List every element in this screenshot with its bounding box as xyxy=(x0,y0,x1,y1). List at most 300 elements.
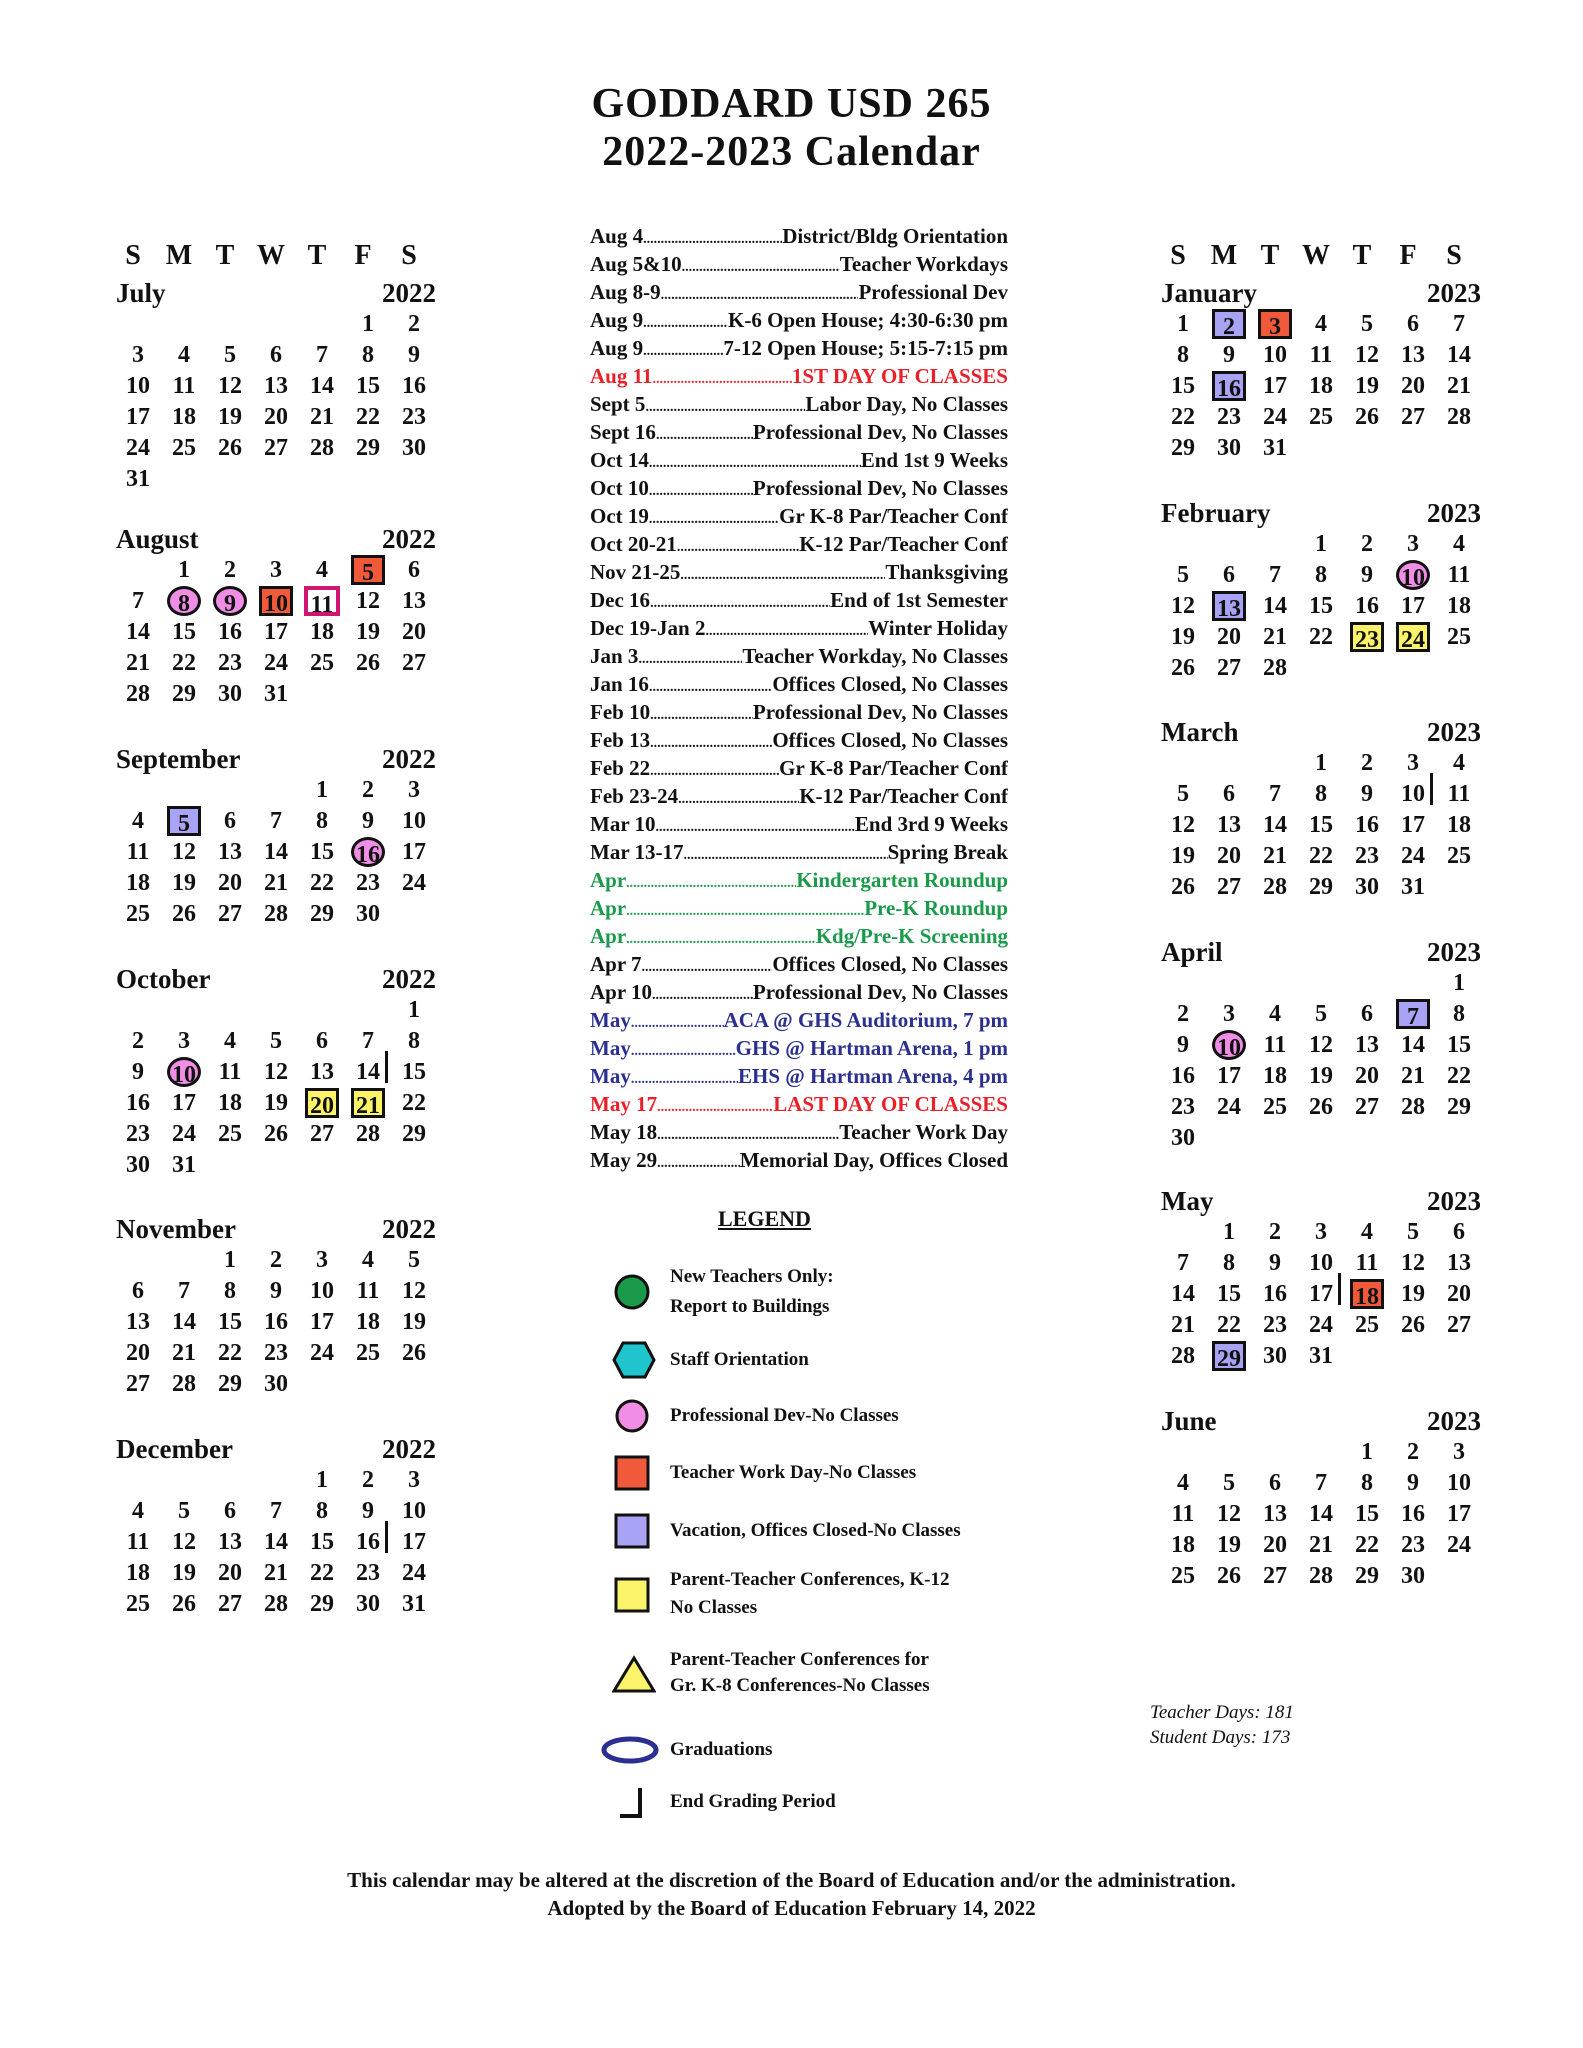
day-cell: 24 xyxy=(1263,404,1287,430)
event-row xyxy=(590,698,1008,726)
day-cell: 15 xyxy=(310,839,334,865)
day-cell: 13 xyxy=(402,588,426,614)
event-description: Gr K-8 Par/Teacher Conf xyxy=(779,756,1008,780)
day-cell: 28 xyxy=(1447,404,1471,430)
legend-pt-conferences-k12-line2: No Classes xyxy=(670,1597,758,1618)
event-date: May xyxy=(590,1064,631,1088)
day-cell: 22 xyxy=(310,870,334,896)
day-cell: 28 xyxy=(356,1121,380,1147)
event-row xyxy=(590,838,1008,866)
day-cell: 16 xyxy=(402,373,426,399)
legend-item-vacation xyxy=(612,1511,1032,1551)
event-row xyxy=(590,530,1008,558)
legend-new-teachers-line1: New Teachers Only: xyxy=(670,1266,834,1287)
day-cell: 17 xyxy=(1447,1501,1471,1527)
day-cell: 7 xyxy=(1269,562,1281,588)
event-date: Aug 11 xyxy=(590,364,653,388)
day-cell: 19 xyxy=(1355,373,1379,399)
day-cell: 17 xyxy=(126,404,150,430)
day-cell: 30 xyxy=(356,901,380,927)
day-cell: 29 xyxy=(310,1591,334,1617)
day-cell: 29 xyxy=(1309,874,1333,900)
day-cell: 15 xyxy=(1309,593,1333,619)
day-cell: 5 xyxy=(351,555,385,585)
day-cell: 21 xyxy=(264,870,288,896)
event-date: Apr xyxy=(590,896,627,920)
day-cell: 9 xyxy=(213,586,247,616)
event-description: Professional Dev, No Classes xyxy=(752,420,1008,444)
month-name: February xyxy=(1161,498,1271,528)
day-cell: 20 xyxy=(218,1560,242,1586)
day-cell: 8 xyxy=(224,1278,236,1304)
day-cell: 17 xyxy=(1401,812,1425,838)
day-cell: 26 xyxy=(1171,655,1195,681)
month-october xyxy=(116,964,436,1184)
day-cell: 30 xyxy=(218,681,242,707)
day-cell: 23 xyxy=(1217,404,1241,430)
month-name: June xyxy=(1161,1406,1217,1436)
event-date: Aug 5&10 xyxy=(590,252,682,276)
day-cell: 12 xyxy=(1171,593,1195,619)
legend-item-pt-conferences-k8 xyxy=(612,1645,1032,1705)
event-date: Oct 14 xyxy=(590,448,649,472)
event-leader-dots xyxy=(680,558,885,586)
day-cell: 17 xyxy=(1299,1279,1343,1309)
event-leader-dots xyxy=(631,1006,724,1034)
day-cell: 25 xyxy=(218,1121,242,1147)
event-row xyxy=(590,614,1008,642)
day-cell: 7 xyxy=(362,1028,374,1054)
weekday-6: S xyxy=(1446,240,1462,271)
day-cell: 1 xyxy=(316,1467,328,1493)
month-name: May xyxy=(1161,1186,1214,1216)
event-description: End of 1st Semester xyxy=(830,588,1008,612)
month-year: 2023 xyxy=(1427,937,1481,967)
day-cell: 27 xyxy=(264,435,288,461)
day-cell: 21 xyxy=(264,1560,288,1586)
day-cell: 6 xyxy=(1223,562,1235,588)
day-cell: 18 xyxy=(1350,1279,1384,1309)
event-row xyxy=(590,586,1008,614)
day-cell: 29 xyxy=(1355,1563,1379,1589)
day-cell: 8 xyxy=(408,1028,420,1054)
day-cell: 13 xyxy=(1355,1032,1379,1058)
day-cell: 6 xyxy=(1407,311,1419,337)
legend-professional-dev-text: Professional Dev-No Classes xyxy=(670,1405,899,1426)
month-year: 2022 xyxy=(382,1214,436,1244)
day-cell: 6 xyxy=(316,1028,328,1054)
day-cell: 3 xyxy=(408,777,420,803)
day-cell: 7 xyxy=(178,1278,190,1304)
day-cell: 14 xyxy=(1401,1032,1425,1058)
day-cell: 3 xyxy=(1258,309,1292,339)
day-cell: 1 xyxy=(1315,750,1327,776)
legend-graduations-text: Graduations xyxy=(670,1739,773,1760)
day-cell: 13 xyxy=(1263,1501,1287,1527)
day-cell: 4 xyxy=(300,555,344,585)
event-description: K-6 Open House; 4:30-6:30 pm xyxy=(728,308,1008,332)
day-cell: 24 xyxy=(1447,1532,1471,1558)
day-cell: 4 xyxy=(1453,531,1465,557)
month-march xyxy=(1161,717,1481,937)
day-cell: 4 xyxy=(132,1498,144,1524)
day-cell: 17 xyxy=(1401,593,1425,619)
day-cell: 6 xyxy=(224,1498,236,1524)
event-date: Sept 5 xyxy=(590,392,646,416)
event-date: Dec 19-Jan 2 xyxy=(590,616,706,640)
legend-item-pt-conferences-k12 xyxy=(612,1565,1032,1625)
day-cell: 3 xyxy=(1315,1219,1327,1245)
day-cell: 11 xyxy=(1263,1032,1287,1058)
legend-item-end-grading xyxy=(612,1782,1032,1822)
month-july xyxy=(116,278,436,498)
day-cell: 18 xyxy=(218,1090,242,1116)
day-cell: 25 xyxy=(310,650,334,676)
yellow-square-icon xyxy=(612,1575,652,1615)
month-name: October xyxy=(116,964,211,994)
event-date: Feb 10 xyxy=(590,700,651,724)
day-cell: 21 xyxy=(310,404,334,430)
day-cell: 8 xyxy=(1177,342,1189,368)
month-year: 2022 xyxy=(382,964,436,994)
day-cell: 30 xyxy=(1171,1125,1195,1151)
day-cell: 26 xyxy=(402,1340,426,1366)
day-cell: 17 xyxy=(1263,373,1287,399)
day-cell: 5 xyxy=(1361,311,1373,337)
day-cell: 6 xyxy=(408,557,420,583)
day-cell: 14 xyxy=(126,619,150,645)
day-cell: 14 xyxy=(1447,342,1471,368)
day-cell: 30 xyxy=(1355,874,1379,900)
day-cell: 17 xyxy=(172,1090,196,1116)
event-row xyxy=(590,1090,1008,1118)
event-row xyxy=(590,1062,1008,1090)
month-april xyxy=(1161,937,1481,1157)
day-cell: 21 xyxy=(1263,624,1287,650)
event-date: Mar 10 xyxy=(590,812,656,836)
day-cell: 4 xyxy=(1361,1219,1373,1245)
day-cell: 26 xyxy=(1355,404,1379,430)
weekday-5: F xyxy=(1399,240,1417,271)
day-cell: 18 xyxy=(126,1560,150,1586)
event-description: Professional Dev xyxy=(858,280,1008,304)
day-cell: 10 xyxy=(1309,1250,1333,1276)
day-cell: 3 xyxy=(316,1247,328,1273)
day-cell: 3 xyxy=(132,342,144,368)
month-name: April xyxy=(1161,937,1223,967)
day-cell: 11 xyxy=(1355,1250,1379,1276)
legend-item-staff-orientation xyxy=(612,1340,1032,1380)
event-row xyxy=(590,894,1008,922)
event-leader-dots xyxy=(649,446,861,474)
event-date: Apr 7 xyxy=(590,952,642,976)
legend-item-new-teachers xyxy=(612,1262,1032,1322)
month-year: 2023 xyxy=(1427,498,1481,528)
day-cell: 8 xyxy=(316,808,328,834)
event-date: Aug 4 xyxy=(590,224,644,248)
day-cell: 9 xyxy=(1361,562,1373,588)
day-cell: 28 xyxy=(264,1591,288,1617)
day-cell: 12 xyxy=(172,1529,196,1555)
month-name: November xyxy=(116,1214,236,1244)
yellow-triangle-icon xyxy=(612,1655,656,1695)
day-cell: 9 xyxy=(1177,1032,1189,1058)
event-row xyxy=(590,278,1008,306)
day-cell: 4 xyxy=(1177,1470,1189,1496)
legend-pt-conferences-k8-line2: Gr. K-8 Conferences-No Classes xyxy=(670,1675,930,1696)
day-cell: 22 xyxy=(172,650,196,676)
month-year: 2022 xyxy=(382,1434,436,1464)
day-cell: 3 xyxy=(178,1028,190,1054)
event-date: Apr 10 xyxy=(590,980,653,1004)
day-cell: 10 xyxy=(310,1278,334,1304)
day-cell: 24 xyxy=(310,1340,334,1366)
day-cell: 22 xyxy=(1309,843,1333,869)
day-cell: 21 xyxy=(351,1088,385,1118)
day-cell: 27 xyxy=(1447,1312,1471,1338)
day-cell: 10 xyxy=(1212,1030,1246,1060)
day-cell: 2 xyxy=(408,311,420,337)
day-cell: 11 xyxy=(1309,342,1333,368)
day-cell: 15 xyxy=(1355,1501,1379,1527)
day-cell: 4 xyxy=(224,1028,236,1054)
day-cell: 19 xyxy=(1309,1063,1333,1089)
event-date: Feb 23-24 xyxy=(590,784,679,808)
day-cell: 26 xyxy=(264,1121,288,1147)
event-description: Thanksgiving xyxy=(885,560,1008,584)
day-cell: 5 xyxy=(1315,1001,1327,1027)
day-cell: 5 xyxy=(1177,562,1189,588)
event-date: Oct 10 xyxy=(590,476,649,500)
day-cell: 22 xyxy=(1447,1063,1471,1089)
day-cell: 3 xyxy=(1407,531,1419,557)
legend-pt-conferences-k8-line1: Parent-Teacher Conferences for xyxy=(670,1649,929,1670)
event-row xyxy=(590,502,1008,530)
day-cell: 11 xyxy=(126,1529,150,1555)
day-cell: 15 xyxy=(1171,373,1195,399)
weekday-3: W xyxy=(257,240,285,271)
day-cell: 21 xyxy=(1171,1312,1195,1338)
day-cell: 25 xyxy=(1171,1563,1195,1589)
day-cell: 2 xyxy=(132,1028,144,1054)
day-cell: 31 xyxy=(1263,435,1287,461)
event-description: Pre-K Roundup xyxy=(864,896,1008,920)
day-cell: 8 xyxy=(316,1498,328,1524)
day-cell: 14 xyxy=(172,1309,196,1335)
event-date: Oct 19 xyxy=(590,504,649,528)
day-cell: 17 xyxy=(264,619,288,645)
event-description: 1ST DAY OF CLASSES xyxy=(791,364,1008,388)
month-january xyxy=(1161,278,1481,498)
day-cell: 12 xyxy=(1355,342,1379,368)
event-description: Professional Dev, No Classes xyxy=(752,980,1008,1004)
weekday-header-right xyxy=(1155,240,1475,272)
weekday-3: W xyxy=(1302,240,1330,271)
legend-end-grading-text: End Grading Period xyxy=(670,1791,836,1812)
month-year: 2022 xyxy=(382,524,436,554)
day-cell: 13 xyxy=(1217,812,1241,838)
day-cell: 2 xyxy=(362,1467,374,1493)
day-cell: 18 xyxy=(1171,1532,1195,1558)
event-description: Teacher Workday, No Classes xyxy=(742,644,1008,668)
event-description: End 1st 9 Weeks xyxy=(860,448,1008,472)
day-cell: 17 xyxy=(310,1309,334,1335)
day-cell: 25 xyxy=(1447,624,1471,650)
event-date: Jan 16 xyxy=(590,672,649,696)
day-cell: 10 xyxy=(1396,560,1430,590)
legend-title: LEGEND xyxy=(718,1206,811,1231)
day-cell: 8 xyxy=(1453,1001,1465,1027)
event-leader-dots xyxy=(682,250,840,278)
day-cell: 13 xyxy=(218,839,242,865)
event-row xyxy=(590,418,1008,446)
event-leader-dots xyxy=(657,1146,740,1174)
event-description: Teacher Workdays xyxy=(839,252,1008,276)
day-cell: 24 xyxy=(1309,1312,1333,1338)
event-leader-dots xyxy=(626,894,864,922)
month-november xyxy=(116,1214,436,1434)
day-cell: 2 xyxy=(1407,1439,1419,1465)
day-cell: 4 xyxy=(132,808,144,834)
event-row xyxy=(590,474,1008,502)
event-leader-dots xyxy=(677,530,799,558)
day-cell: 13 xyxy=(1401,342,1425,368)
day-cell: 27 xyxy=(1355,1094,1379,1120)
day-cell: 10 xyxy=(402,808,426,834)
day-cell: 5 xyxy=(1223,1470,1235,1496)
event-description: LAST DAY OF CLASSES xyxy=(773,1092,1008,1116)
event-description: Memorial Day, Offices Closed xyxy=(739,1148,1008,1172)
month-august xyxy=(116,524,436,744)
event-leader-dots xyxy=(626,866,796,894)
day-cell: 11 xyxy=(1171,1501,1195,1527)
day-cell: 4 xyxy=(362,1247,374,1273)
event-date: Aug 9 xyxy=(590,336,644,360)
day-cell: 4 xyxy=(1269,1001,1281,1027)
day-cell: 1 xyxy=(362,311,374,337)
day-cell: 5 xyxy=(270,1028,282,1054)
day-cell: 7 xyxy=(316,342,328,368)
month-name: December xyxy=(116,1434,233,1464)
month-name: August xyxy=(116,524,199,554)
event-date: Aug 8-9 xyxy=(590,280,661,304)
event-row xyxy=(590,866,1008,894)
grading-bracket-icon xyxy=(612,1782,652,1822)
day-cell: 19 xyxy=(402,1309,426,1335)
event-row xyxy=(590,670,1008,698)
event-description: District/Bldg Orientation xyxy=(782,224,1008,248)
day-cell: 21 xyxy=(126,650,150,676)
day-cell: 6 xyxy=(224,808,236,834)
day-cell: 9 xyxy=(132,1059,144,1085)
weekday-1: M xyxy=(165,240,193,271)
day-cell: 1 xyxy=(408,997,420,1023)
day-cell: 30 xyxy=(1263,1343,1287,1369)
day-cell: 22 xyxy=(356,404,380,430)
day-cell: 19 xyxy=(1401,1281,1425,1307)
month-year: 2023 xyxy=(1427,1406,1481,1436)
day-cell: 10 xyxy=(259,586,293,616)
event-date: May xyxy=(590,1008,631,1032)
day-cell: 28 xyxy=(1401,1094,1425,1120)
day-cell: 6 xyxy=(1269,1470,1281,1496)
day-cell: 19 xyxy=(172,1560,196,1586)
day-cell: 26 xyxy=(172,901,196,927)
day-cell: 14 xyxy=(310,373,334,399)
day-cell: 22 xyxy=(218,1340,242,1366)
day-cell: 22 xyxy=(1299,622,1343,652)
day-cell: 20 xyxy=(305,1088,339,1118)
day-cell: 1 xyxy=(1315,531,1327,557)
day-cell: 23 xyxy=(356,870,380,896)
day-cell: 5 xyxy=(408,1247,420,1273)
day-cell: 23 xyxy=(1350,622,1384,652)
day-cell: 15 xyxy=(1217,1281,1241,1307)
event-leader-dots xyxy=(650,754,779,782)
day-cell: 13 xyxy=(218,1529,242,1555)
day-cell: 19 xyxy=(356,619,380,645)
day-cell: 28 xyxy=(310,435,334,461)
day-cell: 1 xyxy=(178,557,190,583)
day-cell: 25 xyxy=(356,1340,380,1366)
event-row xyxy=(590,1146,1008,1174)
day-cell: 20 xyxy=(1263,1532,1287,1558)
event-description: Teacher Work Day xyxy=(839,1120,1008,1144)
day-cell: 29 xyxy=(1212,1341,1246,1371)
event-description: Kindergarten Roundup xyxy=(796,868,1008,892)
event-leader-dots xyxy=(631,1034,736,1062)
day-cell: 10 xyxy=(402,1498,426,1524)
event-description: GHS @ Hartman Arena, 1 pm xyxy=(735,1036,1008,1060)
green-circle-icon xyxy=(612,1272,652,1312)
day-cell: 7 xyxy=(270,808,282,834)
month-june xyxy=(1161,1406,1481,1626)
event-date: May 29 xyxy=(590,1148,658,1172)
event-row xyxy=(590,950,1008,978)
day-cell: 27 xyxy=(1401,404,1425,430)
day-cell: 23 xyxy=(126,1121,150,1147)
event-row xyxy=(590,558,1008,586)
day-cell: 19 xyxy=(172,870,196,896)
day-cell: 16 xyxy=(1401,1501,1425,1527)
event-leader-dots xyxy=(649,670,772,698)
event-leader-dots xyxy=(656,418,753,446)
day-cell: 31 xyxy=(126,466,150,492)
event-description: Gr K-8 Par/Teacher Conf xyxy=(779,504,1008,528)
event-leader-dots xyxy=(650,726,772,754)
event-row xyxy=(590,362,1008,390)
day-cell: 14 xyxy=(346,1057,390,1087)
event-row xyxy=(590,1034,1008,1062)
event-row xyxy=(590,1006,1008,1034)
event-leader-dots xyxy=(631,1062,738,1090)
day-cell: 23 xyxy=(218,650,242,676)
day-cell: 11 xyxy=(218,1059,242,1085)
day-cell: 27 xyxy=(1263,1563,1287,1589)
day-cell: 12 xyxy=(1401,1250,1425,1276)
day-cell: 3 xyxy=(1407,750,1419,776)
day-cell: 19 xyxy=(1217,1532,1241,1558)
day-cell: 14 xyxy=(264,839,288,865)
day-cell: 12 xyxy=(1217,1501,1241,1527)
day-cell: 12 xyxy=(1171,812,1195,838)
day-cell: 14 xyxy=(1263,593,1287,619)
day-cell: 7 xyxy=(1269,781,1281,807)
footer-adopted: Adopted by the Board of Education February 14, 2022 xyxy=(547,1896,1036,1920)
day-cell: 8 xyxy=(362,342,374,368)
day-cell: 23 xyxy=(1171,1094,1195,1120)
day-cell: 23 xyxy=(264,1340,288,1366)
